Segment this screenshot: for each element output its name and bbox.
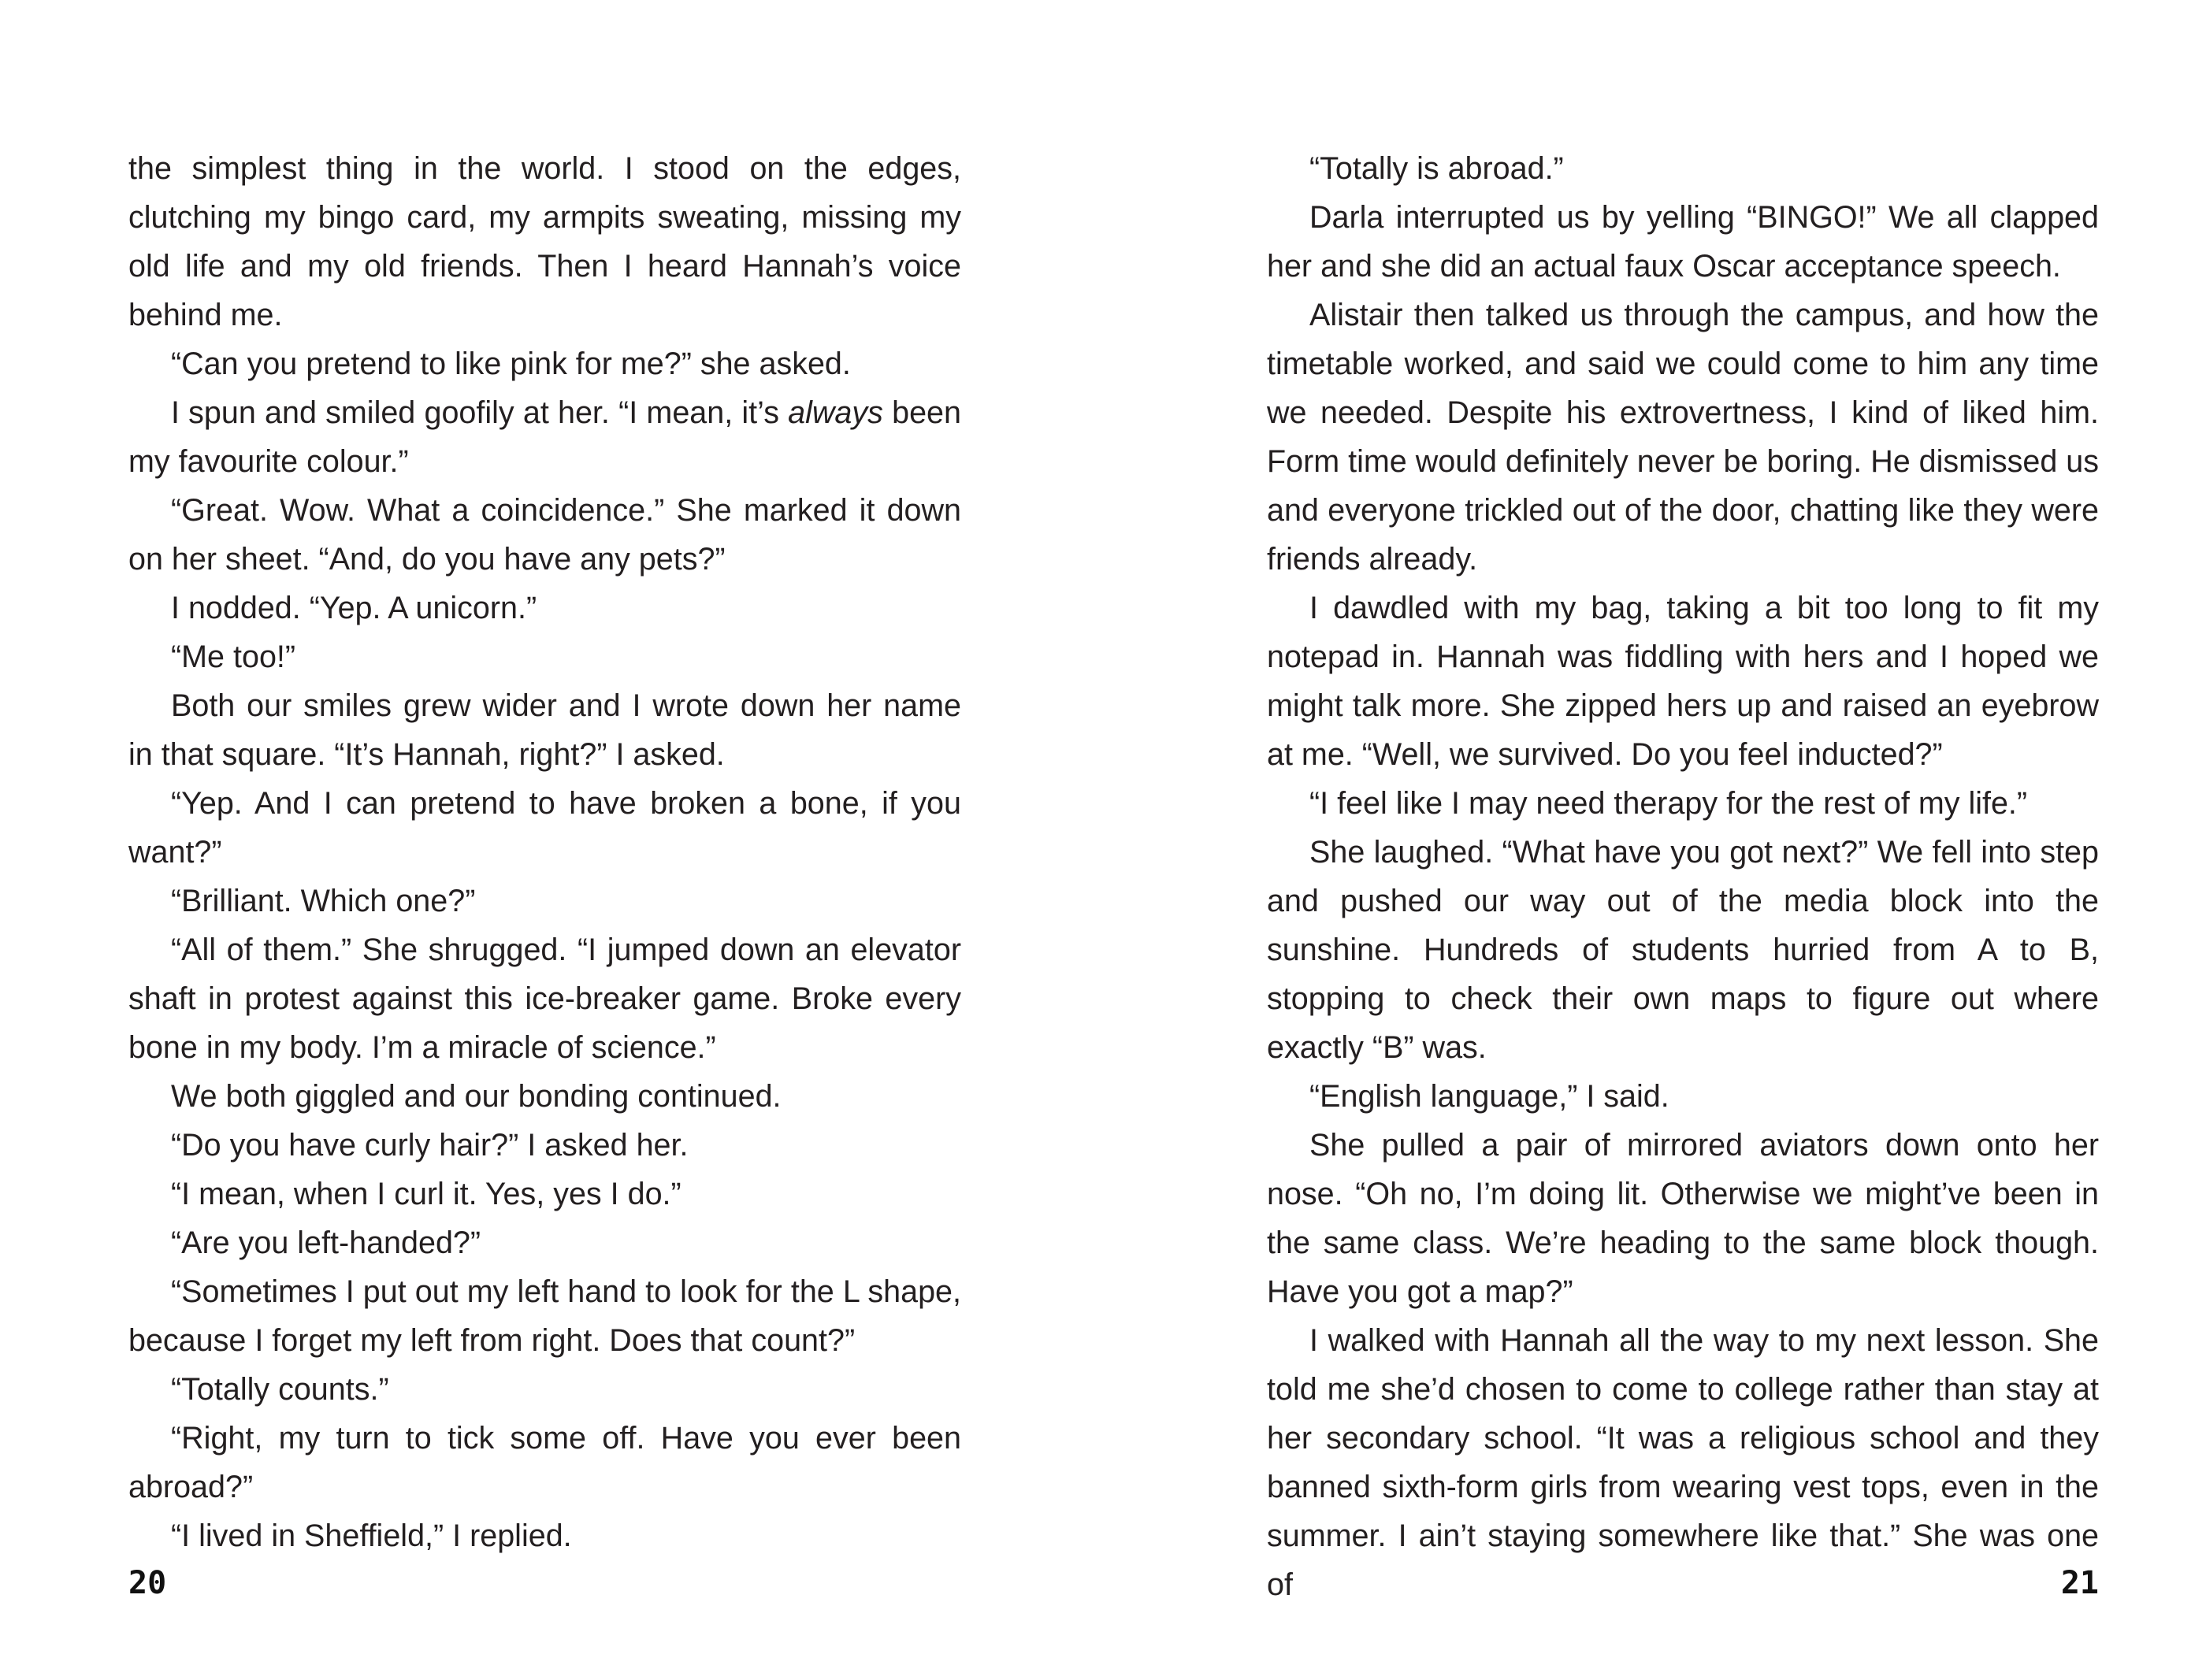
paragraph-text: I walked with Hannah all the way to my next lesson. She told me she’d chosen to come to college rather than stay at her secondary school. “It was a religious school and they banned sixth-form girls from wearing vest tops, even in the summer. I ain’t staying somewhere like that.” She was one of [1267, 1323, 2099, 1602]
paragraph [128, 388, 961, 486]
paragraph [1267, 584, 2099, 779]
right-page-text [1267, 144, 2099, 1609]
paragraph [1267, 1072, 2099, 1121]
paragraph [128, 1267, 961, 1365]
paragraph-text: “Sometimes I put out my left hand to look for the L shape, because I forget my left from right. Does that count?” [128, 1274, 961, 1358]
paragraph-text: She laughed. “What have you got next?” We fell into step and pushed our way out of the media block into the sunshine. Hundreds of students hurried from A to B, stopping to check their own maps to figure out where exactly “B” was. [1267, 835, 2099, 1065]
paragraph [128, 632, 961, 681]
italic-text: always [788, 395, 883, 430]
paragraph-text: the simplest thing in the world. I stood on the edges, clutching my bingo card, my armpits sweating, missing my old life and my old friends. Then I heard Hannah’s voice behind me. [128, 151, 961, 332]
paragraph [128, 925, 961, 1072]
paragraph-text: “Totally is abroad.” [1309, 151, 1564, 186]
paragraph-text: “Can you pretend to like pink for me?” she asked. [171, 347, 851, 381]
paragraph-text: “Yep. And I can pretend to have broken a bone, if you want?” [128, 786, 961, 870]
paragraph [128, 486, 961, 584]
paragraph [128, 1511, 961, 1560]
paragraph-text: “Brilliant. Which one?” [171, 884, 476, 918]
paragraph-text: “Are you left-handed?” [171, 1226, 481, 1260]
paragraph [1267, 144, 2099, 193]
paragraph-text: “I lived in Sheffield,” I replied. [171, 1519, 572, 1553]
paragraph-text: We both giggled and our bonding continued. [171, 1079, 782, 1114]
paragraph [128, 584, 961, 632]
paragraph-text: I spun and smiled goofily at her. “I mean, it’s [171, 395, 789, 430]
paragraph-text: “All of them.” She shrugged. “I jumped down an elevator shaft in protest against this ice-breaker game. Broke every bone in my body. I’m a miracle of science.” [128, 933, 961, 1065]
paragraph [128, 877, 961, 925]
paragraph-text: “English language,” I said. [1309, 1079, 1669, 1114]
paragraph-text: “Totally counts.” [171, 1372, 389, 1407]
paragraph [128, 1170, 961, 1218]
paragraph [1267, 193, 2099, 291]
paragraph-text: I dawdled with my bag, taking a bit too long to fit my notepad in. Hannah was fiddling with hers and I hoped we might talk more. She zipped hers up and raised an eyebrow at me. “Well, we survived. Do you feel inducted?” [1267, 591, 2099, 772]
paragraph [128, 1218, 961, 1267]
paragraph [128, 1072, 961, 1121]
paragraph [1267, 291, 2099, 584]
paragraph-text: “Right, my turn to tick some off. Have you ever been abroad?” [128, 1421, 961, 1504]
paragraph [128, 1414, 961, 1511]
paragraph-text: “I mean, when I curl it. Yes, yes I do.” [171, 1177, 681, 1211]
paragraph-text: Alistair then talked us through the campus, and how the timetable worked, and said we could come to him any time we needed. Despite his extrovertness, I kind of liked him. Form time would definitely never be boring. He dismissed us and everyone trickled out of the door, chatting like they were friends already. [1267, 298, 2099, 577]
left-page-text [128, 144, 961, 1560]
right-page [1103, 0, 2206, 1680]
page-number-right: 21 [2060, 1565, 2099, 1601]
paragraph-text: “Great. Wow. What a coincidence.” She marked it down on her sheet. “And, do you have any pets?” [128, 493, 961, 577]
page-number-left: 20 [128, 1565, 167, 1601]
paragraph-text: I nodded. “Yep. A unicorn.” [171, 591, 537, 625]
paragraph [1267, 1121, 2099, 1316]
paragraph [1267, 828, 2099, 1072]
paragraph [1267, 779, 2099, 828]
paragraph-text: Darla interrupted us by yelling “BINGO!” We all clapped her and she did an actual faux Oscar acceptance speech. [1267, 200, 2099, 284]
paragraph [128, 339, 961, 388]
paragraph-text: “Do you have curly hair?” I asked her. [171, 1128, 689, 1163]
paragraph [128, 1365, 961, 1414]
paragraph [128, 681, 961, 779]
paragraph-text: Both our smiles grew wider and I wrote down her name in that square. “It’s Hannah, right?” I asked. [128, 688, 961, 772]
paragraph [128, 779, 961, 877]
paragraph-text: “Me too!” [171, 640, 296, 674]
paragraph [1267, 1316, 2099, 1609]
paragraph-text: She pulled a pair of mirrored aviators down onto her nose. “Oh no, I’m doing lit. Otherwise we might’ve been in the same class. We’re heading to the same block though. Have you got a map?” [1267, 1128, 2099, 1309]
paragraph [128, 144, 961, 339]
paragraph-text: been my favourite colour.” [128, 395, 961, 479]
paragraph [128, 1121, 961, 1170]
paragraph-text: “I feel like I may need therapy for the rest of my life.” [1309, 786, 2028, 821]
